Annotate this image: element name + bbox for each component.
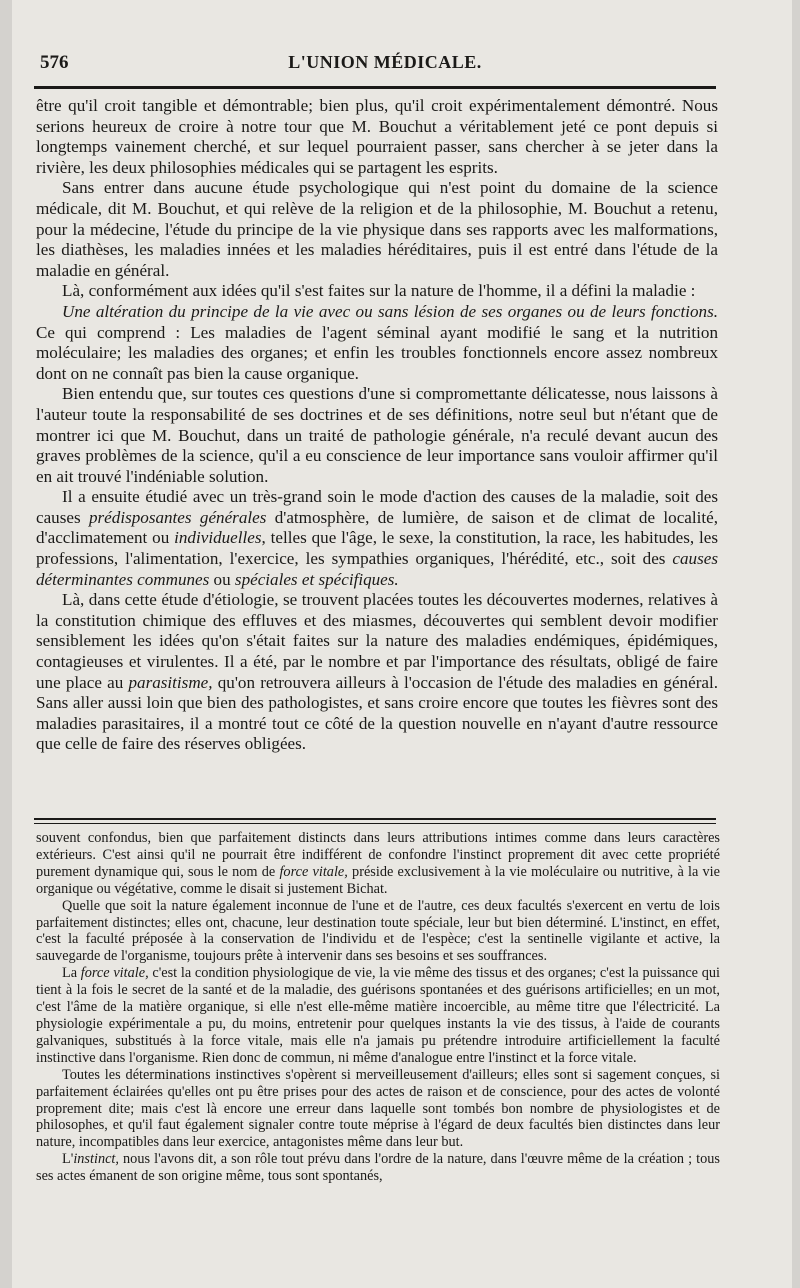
running-header [40,48,730,78]
journal-title: L'UNION MÉDICALE. [288,52,482,72]
footnote-rule-thin [34,823,716,824]
header-rule [34,86,716,89]
note-paragraph: La force vitale, c'est la condition physiologique de vie, la vie même des tissus et des organes; c'est la puissance qui tient à la fois le secret de la santé et de la maladie, des guérisons spontanées et des guérisons artificielles; en un mot, c'est l'âme de la matière organique, si elle n'est elle-même matière incoercible, au même titre que l'électricité. La physiologie expérimentale a pu, du moins, entretenir pour quelques instants la vie des tissus, à l'aide de courants galvaniques, substitués à la force vitale, mais elle n'a jamais pu prétendre introduire artificiellement la faculté instinctive dans l'organisme. Rien donc de commun, ni même d'analogue entre l'instinct et la force vitale. [36,965,720,1066]
paragraph: Sans entrer dans aucune étude psychologique qui n'est point du domaine de la science médicale, dit M. Bouchut, et qui relève de la religion et de la philosophie, M. Bouchut a retenu, pour la médecine, l'étude du principe de la vie physique dans ses rapports avec les malformations, les diathèses, les maladies innées et les maladies héréditaires, puis il est entré dans l'étude de la maladie en général. [36,178,718,280]
note-paragraph: L'instinct, nous l'avons dit, a son rôle tout prévu dans l'ordre de la nature, dans l'œuvre même de la création ; tous ses actes émanent de son origine même, tous sont spontanés, [36,1151,720,1185]
paragraph: Là, dans cette étude d'étiologie, se trouvent placées toutes les découvertes modernes, relatives à la constitution chimique des effluves et des miasmes, découvertes qui semblent devoir modifier sensiblement les idées qu'on s'était faites sur la nature des maladies endémiques, épidémiques, contagieuses et virulentes. Il a été, par le nombre et par l'importance des résultats, obligé de faire une place au parasitisme, qu'on retrouvera ailleurs à l'occasion de l'étude des maladies en général. Sans aller aussi loin que bien des pathologistes, et sans croire encore que toutes les fièvres sont des maladies parasitaires, il a montré tout ce côté de la question nouvelle en n'ayant d'autre ressource que celle de faire des réserves obligées. [36,590,718,754]
paragraph: Là, conformément aux idées qu'il s'est faites sur la nature de l'homme, il a défini la maladie : [62,281,696,301]
main-text [36,96,718,755]
paragraph: Bien entendu que, sur toutes ces questions d'une si compromettante délicatesse, nous laissons à l'auteur toute la responsabilité de ses doctrines et de ses définitions, notre seul but n'étant que de montrer ici que M. Bouchut, dans un traité de pathologie générale, n'a reculé devant aucun des graves problèmes de la science, qu'il a eu conscience de leur importance sans vouloir affirmer qu'il en ait trouvé l'indéniable solution. [36,384,718,486]
page-number: 576 [40,52,69,73]
paragraph: être qu'il croit tangible et démontrable; bien plus, qu'il croit expérimentalement démontré. Nous serions heureux de croire à notre tour que M. Bouchut a véritablement jeté ce pont depuis si longtemps vainement cherché, et sur lequel pourraient passer, sans chercher à se jeter dans la rivière, les deux philosophies médicales qui se partagent les esprits. [36,96,718,177]
paragraph: Il a ensuite étudié avec un très-grand soin le mode d'action des causes de la maladie, soit des causes prédisposantes générales d'atmosphère, de lumière, de saison et de climat de localité, d'acclimatement ou individuelles, telles que l'âge, le sexe, la constitution, la race, les habitudes, les professions, l'alimentation, l'exercice, les sympathies organiques, l'hérédité, etc., soit des causes déterminantes communes ou spéciales et spécifiques. [36,487,719,589]
note-paragraph: souvent confondus, bien que parfaitement distincts dans leurs attributions intimes comme dans leurs caractères extérieurs. C'est ainsi qu'il ne pourrait être indifférent de confondre l'instinct proprement dit avec cette propriété purement dynamique qui, sous le nom de force vitale, préside exclusivement à la vie moléculaire ou nutritive, à la vie organique ou végétative, comme le disait si justement Bichat. [36,830,720,897]
footnote-text [36,830,720,1185]
note-paragraph: Quelle que soit la nature également inconnue de l'une et de l'autre, ces deux facultés s'exercent en vertu de lois parfaitement distinctes; elles ont, chacune, leur destination toute spéciale, leur but bien déterminé. L'instinct, en effet, c'est la faculté préposée à la conservation de l'individu et de l'espèce; c'est la sentinelle vigilante et active, la sauvegarde de l'organisme, toujours prête à intervenir dans ses besoins et ses souffrances. [36,897,720,965]
paragraph-definition: Une altération du principe de la vie avec ou sans lésion de ses organes ou de leurs fonctions. Ce qui comprend : Les maladies de l'agent séminal ayant modifié le sang et la nutrition moléculaire; les maladies des organes; et enfin les troubles fonctionnels encore assez nombreux dont on ne connaît pas bien la cause organique. [36,301,718,383]
note-paragraph: Toutes les déterminations instinctives s'opèrent si merveilleusement d'ailleurs; elles sont si sagement conçues, si parfaitement éclairées qu'elles ont pu être prises pour des actes de raison et de conscience, pour des actes de volonté proprement dite; mais c'est là encore une erreur dans laquelle sont tombés bon nombre de physiologistes et de philosophes, et qu'il faut également signaler contre toute méprise à l'égard de deux facultés bien distinctes dans leur nature, incompatibles dans leur exercice, antagonistes même dans leur but. [36,1066,720,1151]
footnote-rule [34,818,716,820]
